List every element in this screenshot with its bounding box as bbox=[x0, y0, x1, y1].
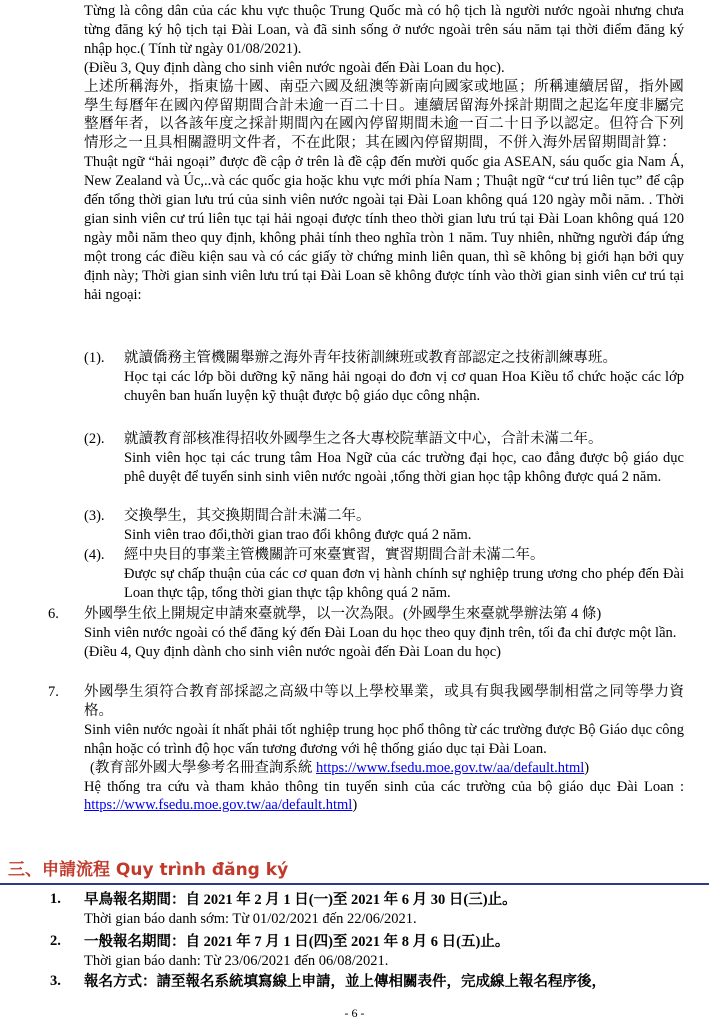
item-number: 6. bbox=[48, 606, 59, 622]
section-heading: 三、申請流程 Quy trình đăng ký bbox=[8, 860, 289, 880]
sub-item-vi: Sinh viên học tại các trung tâm Hoa Ngữ của các trường đại học, cao đẳng được bộ giáo dục phê duyệt để tuyển sinh sinh viên nước ngoài ,tổng thời gian học tập không được quá 2 năm. bbox=[124, 449, 684, 485]
item-7 bbox=[84, 683, 684, 815]
item-number: 7. bbox=[48, 684, 59, 700]
ref-prefix: (教育部外國大學參考名冊查詢系統 bbox=[90, 759, 316, 776]
sub-item-zh: 交換學生，其交換期間合計未滿二年。 bbox=[124, 508, 371, 524]
fsedu-link[interactable]: https://www.fsedu.moe.gov.tw/aa/default.html bbox=[84, 797, 353, 814]
paragraph-article3-ref: (Điều 3, Quy định dàng cho sinh viên nước ngoài đến Đài Loan du học). bbox=[84, 59, 505, 76]
sub-item-zh: 就讀教育部核准得招收外國學生之各大專校院華語文中心，合計未滿二年。 bbox=[124, 431, 603, 447]
item7-ref-vi bbox=[84, 778, 684, 816]
item-number: 3. bbox=[50, 973, 61, 989]
schedule-vi: Thời gian báo danh: Từ 23/06/2021 đến 06/08/2021. bbox=[84, 952, 389, 969]
ref-vi-suffix: ) bbox=[352, 797, 358, 814]
schedule-zh: 報名方式：請至報名系統填寫線上申請，並上傳相關表件，完成線上報名程序後， bbox=[84, 974, 606, 990]
item-6 bbox=[84, 605, 684, 662]
item-number: 2. bbox=[50, 933, 61, 949]
ref-suffix: ) bbox=[584, 759, 590, 776]
schedule-method bbox=[84, 973, 684, 992]
item7-ref-zh bbox=[84, 759, 684, 778]
sub-item-vi: Được sự chấp thuận của các cơ quan đơn vị hành chính sự nghiệp trung ương cho phép đến Đài Loan thực tập, tổng thời gian thực tập không quá 2 năm. bbox=[124, 565, 684, 601]
sub-item-2 bbox=[124, 430, 684, 487]
sub-item-number: (3). bbox=[84, 508, 105, 524]
sub-item-zh: 經中央目的事業主管機關許可來臺實習，實習期間合計未滿二年。 bbox=[124, 547, 545, 563]
sub-item-number: (4). bbox=[84, 547, 105, 563]
schedule-general bbox=[84, 933, 684, 971]
sub-item-4 bbox=[124, 546, 684, 603]
item6-vi: Sinh viên nước ngoài có thể đăng ký đến Đài Loan du học theo quy định trên, tối đa chỉ được một lần. bbox=[84, 624, 677, 641]
ref-vi-prefix: Hệ thống tra cứu và tham khảo thông tin tuyển sinh của các trường của bộ giáo dục Đài Loan : bbox=[84, 778, 684, 795]
sub-item-number: (1). bbox=[84, 350, 105, 366]
item6-ref: (Điều 4, Quy định dành cho sinh viên nước ngoài đến Đài Loan du học) bbox=[84, 643, 502, 660]
item6-zh: 外國學生依上開規定申請來臺就學，以一次為限。(外國學生來臺就學辦法第 4 條) bbox=[84, 606, 602, 622]
schedule-zh: 一般報名期間：自 2021 年 7 月 1 日(四)至 2021 年 8 月 6 日(五)止。 bbox=[84, 934, 510, 950]
sub-item-zh: 就讀僑務主管機關舉辦之海外青年技術訓練班或教育部認定之技術訓練專班。 bbox=[124, 350, 617, 366]
sub-item-vi: Sinh viên trao đổi,thời gian trao đổi không được quá 2 năm. bbox=[124, 526, 472, 543]
intro-block bbox=[84, 2, 684, 305]
page-number: - 6 - bbox=[344, 1006, 365, 1020]
sub-item-3 bbox=[124, 507, 684, 545]
sub-item-vi: Học tại các lớp bồi dưỡng kỹ năng hải ngoại do đơn vị cơ quan Hoa Kiều tổ chức hoặc các lớp chuyên ban huấn luyện kỹ thuật được bộ giáo dục công nhận. bbox=[124, 368, 684, 404]
item7-zh: 外國學生須符合教育部採認之高級中等以上學校畢業，或具有與我國學制相當之同等學力資格。 bbox=[84, 684, 684, 719]
item-number: 1. bbox=[50, 891, 61, 907]
schedule-vi: Thời gian báo danh sớm: Từ 01/02/2021 đến 22/06/2021. bbox=[84, 910, 417, 927]
paragraph-citizenship: Từng là công dân của các khu vực thuộc Trung Quốc mà có hộ tịch là người nước ngoài nhưng chưa từng đăng ký hộ tịch tại Đài Loan, và đã sinh sống ở nước ngoài trên sáu năm tại thời điểm đăng ký nhập học.( Tính từ ngày 01/08/2021). bbox=[84, 3, 684, 57]
schedule-early bbox=[84, 891, 684, 929]
paragraph-overseas-vi: Thuật ngữ “hải ngoại” được đề cập ở trên là đề cập đến mười quốc gia ASEAN, sáu quốc gia Nam Á, New Zealand và Úc,..và các quốc gia hoặc khu vực mới phía Nam ; Thuật ngữ “cư trú liên tục” để cập đến tổng thời gian lưu trú của sinh viên nước ngoài tại Đài Loan không quá 120 ngày mỗi năm. . Thời gian sinh viên cư trú liên tục tại hải ngoại được tính theo thời gian lưu trú tại Đài Loan không quá 120 ngày mỗi năm theo quy định, không phải tính theo nghĩa tròn 1 năm. Tuy nhiên, những người đáp ứng một trong các điều kiện sau và có các giấy tờ chứng minh liên quan, thì sẽ không bị giới hạn bởi quy định này; Thời gian sinh viên lưu trú tại Đài Loan sẽ không được tính vào thời gian sinh viên cư trú tại hải ngoại: bbox=[84, 154, 684, 303]
sub-item-number: (2). bbox=[84, 431, 105, 447]
schedule-zh: 早鳥報名期間：自 2021 年 2 月 1 日(一)至 2021 年 6 月 30 日(三)止。 bbox=[84, 892, 517, 908]
sub-item-1 bbox=[124, 349, 684, 406]
section-divider bbox=[0, 883, 709, 885]
fsedu-link[interactable]: https://www.fsedu.moe.gov.tw/aa/default.html bbox=[315, 759, 585, 776]
paragraph-overseas-zh: 上述所稱海外，指東協十國、南亞六國及紐澳等新南向國家或地區；所稱連續居留，指外國學生每曆年在國內停留期間合計未逾一百二十日。連續居留海外採計期間之起迄年度非屬完整曆年者，以各該年度之採計期間內在國內停留期間未逾一百二十日予以認定。但符合下列情形之一且具相關證明文件者，不在此限；其在國內停留期間，不併入海外居留期間計算： bbox=[84, 78, 684, 152]
item7-vi: Sinh viên nước ngoài ít nhất phải tốt nghiệp trung học phổ thông từ các trường được Bộ Giáo dục công nhận hoặc có trình độ học vấn tương đương với hệ thống giáo dục tại Đài Loan. bbox=[84, 721, 684, 757]
